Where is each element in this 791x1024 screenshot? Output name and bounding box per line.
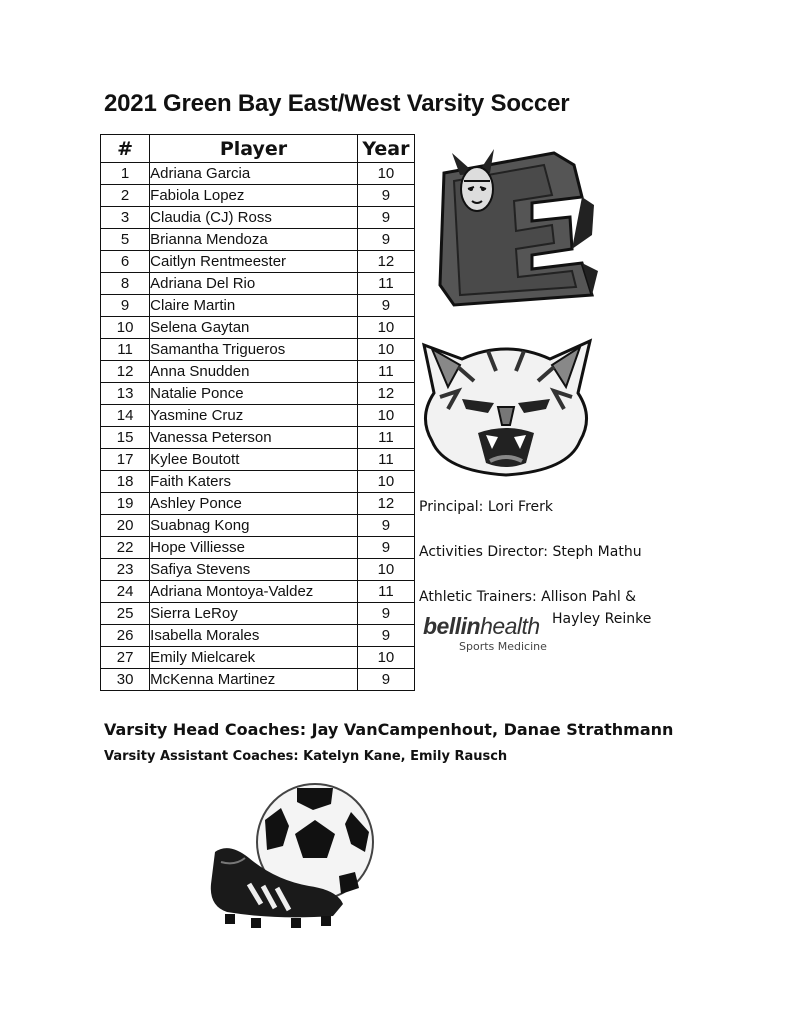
- player-number-cell: 23: [101, 559, 150, 581]
- player-name-cell: Isabella Morales: [150, 625, 358, 647]
- player-year-cell: 12: [357, 383, 414, 405]
- player-year-cell: 9: [357, 537, 414, 559]
- table-row: [101, 163, 415, 185]
- player-name-cell: Selena Gaytan: [150, 317, 358, 339]
- table-row: [101, 383, 415, 405]
- player-year-cell: 10: [357, 471, 414, 493]
- table-row: [101, 361, 415, 383]
- player-number-cell: 5: [101, 229, 150, 251]
- roster-table: [100, 134, 415, 691]
- player-year-cell: 12: [357, 493, 414, 515]
- player-number-cell: 1: [101, 163, 150, 185]
- player-number-cell: 9: [101, 295, 150, 317]
- table-row: [101, 581, 415, 603]
- player-name-cell: Kylee Boutott: [150, 449, 358, 471]
- table-row: [101, 317, 415, 339]
- player-number-cell: 25: [101, 603, 150, 625]
- player-year-cell: 10: [357, 559, 414, 581]
- column-header-year: Year: [357, 135, 414, 163]
- soccer-ball-cleat-icon: [205, 780, 380, 930]
- column-header-player: Player: [150, 135, 358, 163]
- table-row: [101, 515, 415, 537]
- table-row: [101, 537, 415, 559]
- table-row: [101, 449, 415, 471]
- player-year-cell: 10: [357, 339, 414, 361]
- table-row: [101, 229, 415, 251]
- player-year-cell: 10: [357, 405, 414, 427]
- player-name-cell: Natalie Ponce: [150, 383, 358, 405]
- player-year-cell: 9: [357, 207, 414, 229]
- player-year-cell: 12: [357, 251, 414, 273]
- table-row: [101, 559, 415, 581]
- assistant-coaches-text: Varsity Assistant Coaches: Katelyn Kane, Emily Rausch: [104, 749, 508, 764]
- player-number-cell: 20: [101, 515, 150, 537]
- player-number-cell: 3: [101, 207, 150, 229]
- player-year-cell: 9: [357, 625, 414, 647]
- principal-text: Principal: Lori Frerk: [419, 499, 553, 515]
- table-row: [101, 427, 415, 449]
- player-number-cell: 27: [101, 647, 150, 669]
- player-name-cell: McKenna Martinez: [150, 669, 358, 691]
- bellin-logo-light: health: [480, 613, 540, 639]
- player-name-cell: Emily Mielcarek: [150, 647, 358, 669]
- player-name-cell: Brianna Mendoza: [150, 229, 358, 251]
- player-year-cell: 11: [357, 273, 414, 295]
- table-row: [101, 273, 415, 295]
- table-row: [101, 251, 415, 273]
- player-number-cell: 13: [101, 383, 150, 405]
- player-number-cell: 17: [101, 449, 150, 471]
- player-number-cell: 2: [101, 185, 150, 207]
- player-name-cell: Samantha Trigueros: [150, 339, 358, 361]
- bellin-logo-bold: bellin: [423, 613, 481, 639]
- bellin-health-logo: [423, 613, 540, 640]
- player-year-cell: 9: [357, 295, 414, 317]
- wildcat-head-logo-icon: [418, 337, 594, 477]
- player-name-cell: Claudia (CJ) Ross: [150, 207, 358, 229]
- player-name-cell: Adriana Garcia: [150, 163, 358, 185]
- player-number-cell: 26: [101, 625, 150, 647]
- page-title: 2021 Green Bay East/West Varsity Soccer: [104, 90, 570, 117]
- head-coaches-text: Varsity Head Coaches: Jay VanCampenhout, Danae Strathmann: [104, 720, 674, 739]
- table-row: [101, 669, 415, 691]
- player-year-cell: 10: [357, 163, 414, 185]
- athletic-trainers-text: Athletic Trainers: Allison Pahl &: [419, 589, 637, 605]
- activities-director-text: Activities Director: Steph Mathu: [419, 544, 642, 560]
- player-name-cell: Fabiola Lopez: [150, 185, 358, 207]
- player-year-cell: 9: [357, 515, 414, 537]
- player-number-cell: 18: [101, 471, 150, 493]
- east-devil-e-logo-icon: [432, 145, 602, 310]
- table-row: [101, 647, 415, 669]
- player-name-cell: Faith Katers: [150, 471, 358, 493]
- table-row: [101, 625, 415, 647]
- table-row: [101, 471, 415, 493]
- player-number-cell: 30: [101, 669, 150, 691]
- player-number-cell: 24: [101, 581, 150, 603]
- player-name-cell: Ashley Ponce: [150, 493, 358, 515]
- column-header-number: #: [101, 135, 150, 163]
- player-year-cell: 11: [357, 361, 414, 383]
- player-name-cell: Sierra LeRoy: [150, 603, 358, 625]
- player-name-cell: Hope Villiesse: [150, 537, 358, 559]
- player-number-cell: 15: [101, 427, 150, 449]
- sports-medicine-tagline: Sports Medicine: [459, 640, 547, 653]
- table-row: [101, 295, 415, 317]
- player-name-cell: Claire Martin: [150, 295, 358, 317]
- player-number-cell: 10: [101, 317, 150, 339]
- player-number-cell: 22: [101, 537, 150, 559]
- player-year-cell: 10: [357, 317, 414, 339]
- player-number-cell: 6: [101, 251, 150, 273]
- table-row: [101, 405, 415, 427]
- player-name-cell: Vanessa Peterson: [150, 427, 358, 449]
- player-number-cell: 14: [101, 405, 150, 427]
- player-year-cell: 11: [357, 449, 414, 471]
- player-year-cell: 11: [357, 427, 414, 449]
- player-name-cell: Adriana Montoya-Valdez: [150, 581, 358, 603]
- table-row: [101, 603, 415, 625]
- player-year-cell: 10: [357, 647, 414, 669]
- table-row: [101, 339, 415, 361]
- player-year-cell: 11: [357, 581, 414, 603]
- player-number-cell: 12: [101, 361, 150, 383]
- player-name-cell: Anna Snudden: [150, 361, 358, 383]
- player-year-cell: 9: [357, 185, 414, 207]
- player-number-cell: 8: [101, 273, 150, 295]
- player-name-cell: Yasmine Cruz: [150, 405, 358, 427]
- player-number-cell: 19: [101, 493, 150, 515]
- player-name-cell: Suabnag Kong: [150, 515, 358, 537]
- player-year-cell: 9: [357, 229, 414, 251]
- player-number-cell: 11: [101, 339, 150, 361]
- player-name-cell: Adriana Del Rio: [150, 273, 358, 295]
- player-year-cell: 9: [357, 603, 414, 625]
- roster-header-row: [101, 135, 415, 163]
- player-name-cell: Caitlyn Rentmeester: [150, 251, 358, 273]
- table-row: [101, 185, 415, 207]
- player-name-cell: Safiya Stevens: [150, 559, 358, 581]
- athletic-trainers-text-line2: Hayley Reinke: [552, 611, 652, 627]
- player-year-cell: 9: [357, 669, 414, 691]
- table-row: [101, 493, 415, 515]
- table-row: [101, 207, 415, 229]
